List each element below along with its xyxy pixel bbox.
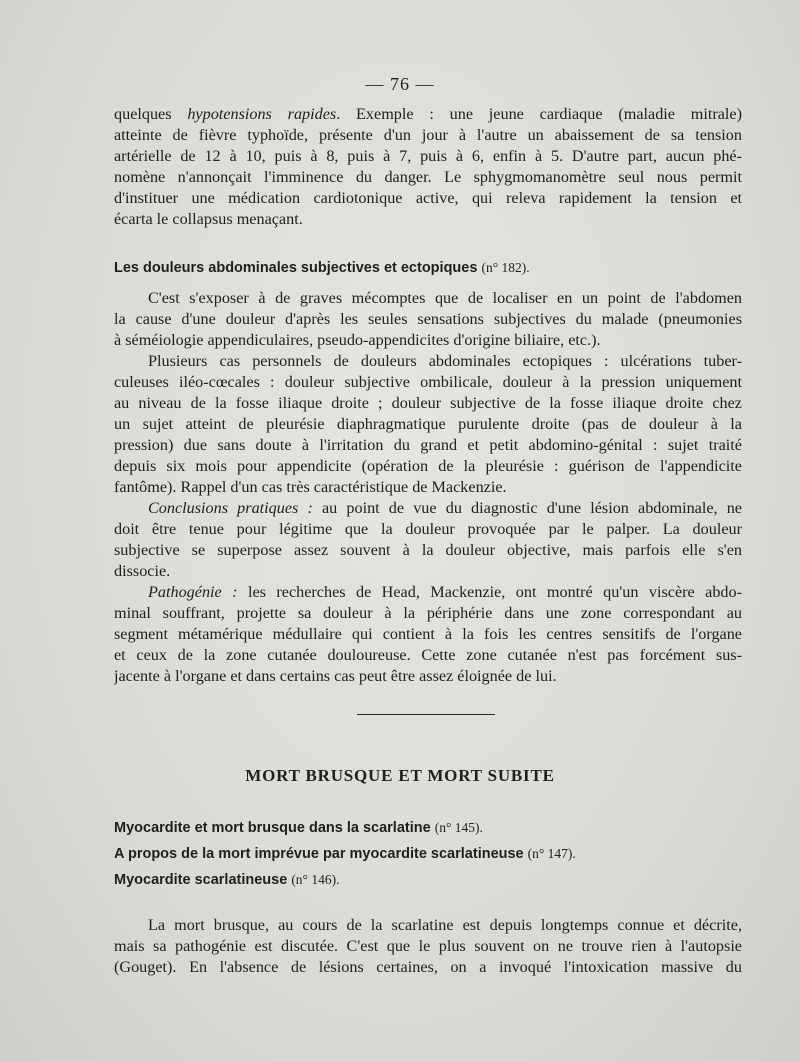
text-line: atteinte de fièvre typhoïde, présente d'un jour à l'autre un abaissement de sa tension xyxy=(114,126,742,144)
text-line: un sujet atteint de pleurésie diaphragmatique purulente droite (pas de douleur à la xyxy=(114,415,742,433)
reference-number: (n° 146). xyxy=(291,872,340,887)
text-line: C'est s'exposer à de graves mécomptes que de localiser en un point de l'abdomen xyxy=(148,289,742,307)
page-number: — 76 — xyxy=(365,74,435,94)
section-divider xyxy=(357,714,495,715)
paragraph-label: Pathogénie : xyxy=(148,583,238,601)
reference-item: A propos de la mort imprévue par myocardite scarlatineuse (n° 147). xyxy=(114,846,576,862)
paragraph-mort-brusque xyxy=(114,915,742,978)
text-line: la cause d'une douleur d'après les seules sensations subjectives du malade (pneumonies xyxy=(114,310,742,328)
text-line: quelques hypotensions rapides. Exemple : une jeune cardiaque (maladie mitrale) xyxy=(114,105,742,123)
paragraph-cas-personnels xyxy=(114,351,742,498)
text-line: minal souffrant, projette sa douleur à la périphérie dans une zone correspondant au xyxy=(114,604,742,622)
reference-number: (n° 182). xyxy=(481,260,530,275)
reference-item: Myocardite et mort brusque dans la scarlatine (n° 145). xyxy=(114,820,483,836)
text-line: segment métamérique médullaire qui contient à la fois les centres sensitifs de l'organe xyxy=(114,625,742,643)
text-line: subjective se superpose assez souvent à la douleur objective, mais parfois elle s'en xyxy=(114,541,742,559)
paragraph-conclusions xyxy=(114,498,742,582)
subheading xyxy=(114,258,742,278)
text-line: depuis six mois pour appendicite (opération de la pleurésie : guérison de l'appendicite xyxy=(114,457,742,475)
text-line: à séméiologie appendiculaires, pseudo-appendicites d'origine biliaire, etc.). xyxy=(114,331,601,349)
subheading-text: Les douleurs abdominales subjectives et ectopiques xyxy=(114,260,478,276)
text-line: au niveau de la fosse iliaque droite ; douleur subjective de la fosse iliaque droite chez xyxy=(114,394,742,412)
text-line: Pathogénie : les recherches de Head, Mackenzie, ont montré qu'un viscère abdo- xyxy=(148,583,742,601)
text-line: nomène n'annonçait l'imminence du danger. Le sphygmomanomètre seul nous permit xyxy=(114,168,742,186)
paragraph-label: Conclusions pratiques : xyxy=(148,499,313,517)
text-line: culeuses iléo-cœcales : douleur subjective ombilicale, douleur à la pression uniquement xyxy=(114,373,742,391)
section-title: MORT BRUSQUE ET MORT SUBITE xyxy=(245,766,555,785)
text-line: dissocie. xyxy=(114,562,171,580)
paragraph-mecomptes xyxy=(114,288,742,351)
text-line: artérielle de 12 à 10, puis à 8, puis à 7, puis à 6, enfin à 5. D'autre part, aucun phé- xyxy=(114,147,742,165)
paragraph-hypotension xyxy=(114,104,742,230)
text-line: Conclusions pratiques : au point de vue du diagnostic d'une lésion abdominale, ne xyxy=(148,499,742,517)
text-line: La mort brusque, au cours de la scarlatine est depuis longtemps connue et décrite, xyxy=(148,916,742,934)
text-line: doit être tenue pour légitime que la douleur provoquée par le palper. La douleur xyxy=(114,520,742,538)
subheading-douleurs xyxy=(114,258,742,278)
reference-list xyxy=(114,818,742,890)
text-line: pression) due sans doute à l'irritation du grand et petit abdomino-génital : sujet traité xyxy=(114,436,742,454)
reference-number: (n° 147). xyxy=(527,846,576,861)
text-line: d'instituer une médication cardiotonique active, qui releva rapidement la tension et xyxy=(114,189,742,207)
reference-item: Myocardite scarlatineuse (n° 146). xyxy=(114,872,340,888)
text-line: Plusieurs cas personnels de douleurs abdominales ectopiques : ulcérations tuber- xyxy=(148,352,742,370)
text-line: (Gouget). En l'absence de lésions certaines, on a invoqué l'intoxication massive du xyxy=(114,958,742,976)
text-line: mais sa pathogénie est discutée. C'est que le plus souvent on ne trouve rien à l'autopsie xyxy=(114,937,742,955)
text-line: fantôme). Rappel d'un cas très caractéristique de Mackenzie. xyxy=(114,478,507,496)
text-line: jacente à l'organe et dans certains cas peut être assez éloignée de lui. xyxy=(114,667,557,685)
reference-number: (n° 145). xyxy=(434,820,483,835)
text-line: et ceux de la zone cutanée douloureuse. Cette zone cutanée n'est pas forcément sus- xyxy=(114,646,742,664)
paragraph-pathogenie xyxy=(114,582,742,687)
text-line: écarta le collapsus menaçant. xyxy=(114,210,303,228)
